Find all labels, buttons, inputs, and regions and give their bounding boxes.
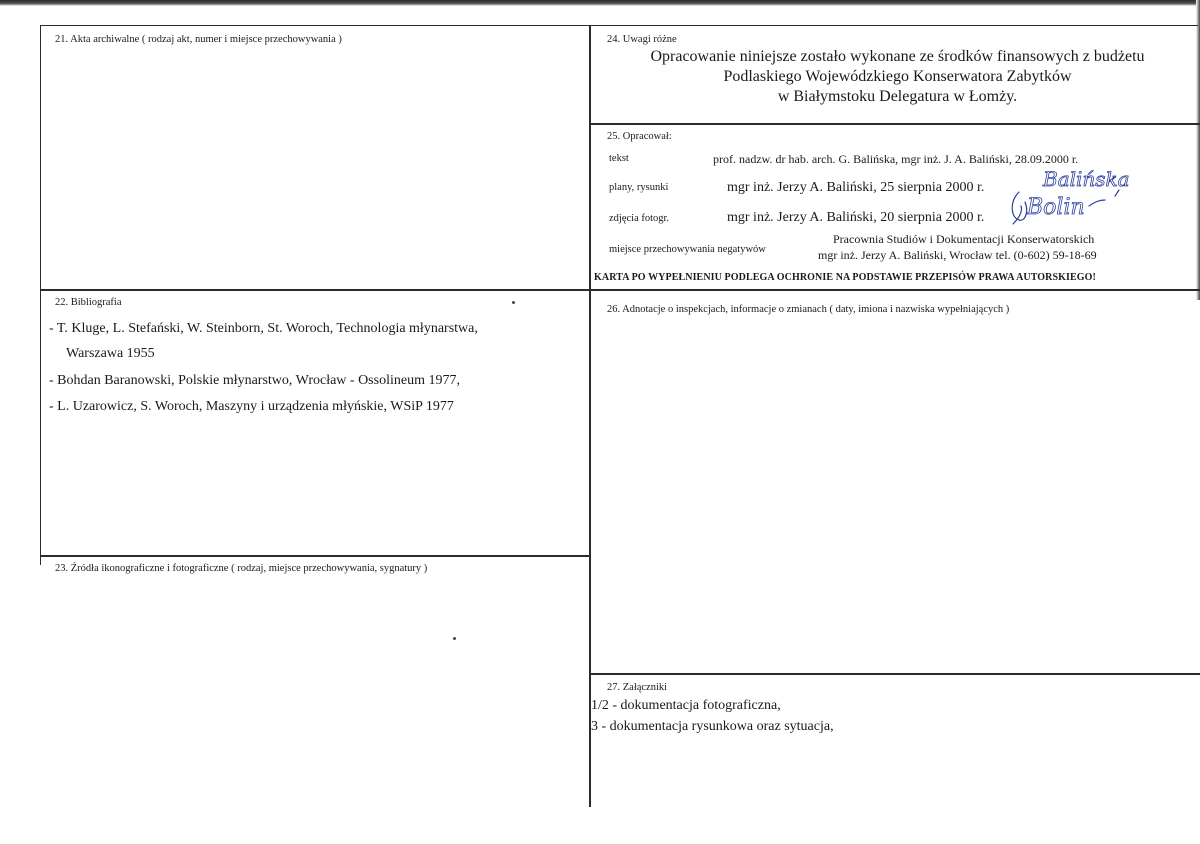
svg-text:Bolin: Bolin: [1027, 195, 1085, 220]
remarks-text: [600, 47, 1195, 107]
svg-text:Balińska: Balińska: [1043, 167, 1130, 191]
section-26-label: 26. Adnotacje o inspekcjach, informacje o zmianach ( daty, imiona i nazwiska wypełniających ): [607, 304, 1010, 315]
section-24-label: 24. Uwagi różne: [607, 34, 677, 45]
author-row-value: mgr inż. Jerzy A. Baliński, 25 sierpnia 2000 r.: [727, 180, 985, 195]
remarks-line: Opracowanie niniejsze zostało wykonane ze środków finansowych z budżetu: [650, 48, 1145, 65]
author-row-value: prof. nadzw. dr hab. arch. G. Balińska, mgr inż. J. A. Baliński, 28.09.2000 r.: [713, 152, 1079, 166]
section-22-label: 22. Bibliografia: [55, 297, 122, 308]
attachment-item: 1/2 - dokumentacja fotograficzna,: [591, 698, 781, 713]
negatives-location-line: mgr inż. Jerzy A. Baliński, Wrocław tel. (0-602) 59-18-69: [818, 248, 1097, 262]
divider-center: [589, 25, 591, 807]
author-row-key: plany, rysunki: [609, 182, 669, 193]
remarks-line: Podlaskiego Wojewódzkiego Konserwatora Zabytków: [723, 68, 1072, 85]
top-border: [40, 25, 1198, 26]
section-27-label: 27. Załączniki: [607, 682, 668, 693]
bibliography-entry: - Bohdan Baranowski, Polskie młynarstwo, Wrocław - Ossolineum 1977,: [49, 373, 460, 388]
divider-24-25: [591, 123, 1200, 125]
section-23-label: 23. Źródła ikonograficzne i fotograficzne ( rodzaj, miejsce przechowywania, sygnatury ): [55, 563, 428, 574]
divider-21-22: [40, 289, 589, 291]
divider-25-26: [591, 289, 1200, 291]
divider-26-27: [591, 673, 1200, 675]
bibliography-entry: - L. Uzarowicz, S. Woroch, Maszyny i urządzenia młyńskie, WSiP 1977: [49, 399, 454, 414]
copyright-notice: KARTA PO WYPEŁNIENIU PODLEGA OCHRONIE NA PODSTAWIE PRZEPISÓW PRAWA AUTORSKIEGO!: [594, 272, 1096, 283]
divider-left: [40, 25, 41, 565]
author-row-key: zdjęcia fotogr.: [609, 213, 670, 224]
divider-22-23: [40, 555, 589, 557]
author-row-key: miejsce przechowywania negatywów: [609, 244, 766, 255]
scan-right-edge: [1196, 0, 1200, 300]
author-row-value: mgr inż. Jerzy A. Baliński, 20 sierpnia 2000 r.: [727, 210, 985, 225]
signature-image: [1005, 162, 1155, 234]
attachment-item: 3 - dokumentacja rysunkowa oraz sytuacja,: [591, 719, 834, 734]
bibliography-entry: Warszawa 1955: [66, 346, 155, 361]
scan-speck: [453, 637, 456, 640]
scan-speck: [512, 301, 515, 304]
bibliography-entry: - T. Kluge, L. Stefański, W. Steinborn, St. Woroch, Technologia młynarstwa,: [49, 321, 478, 336]
scan-top-edge: [0, 0, 1200, 6]
author-row-key: tekst: [609, 153, 629, 164]
negatives-location-line: Pracownia Studiów i Dokumentacji Konserwatorskich: [833, 232, 1095, 246]
section-25-label: 25. Opracował:: [607, 131, 672, 142]
remarks-line: w Białymstoku Delegatura w Łomży.: [777, 88, 1018, 105]
section-21-label: 21. Akta archiwalne ( rodzaj akt, numer i miejsce przechowywania ): [55, 34, 342, 45]
